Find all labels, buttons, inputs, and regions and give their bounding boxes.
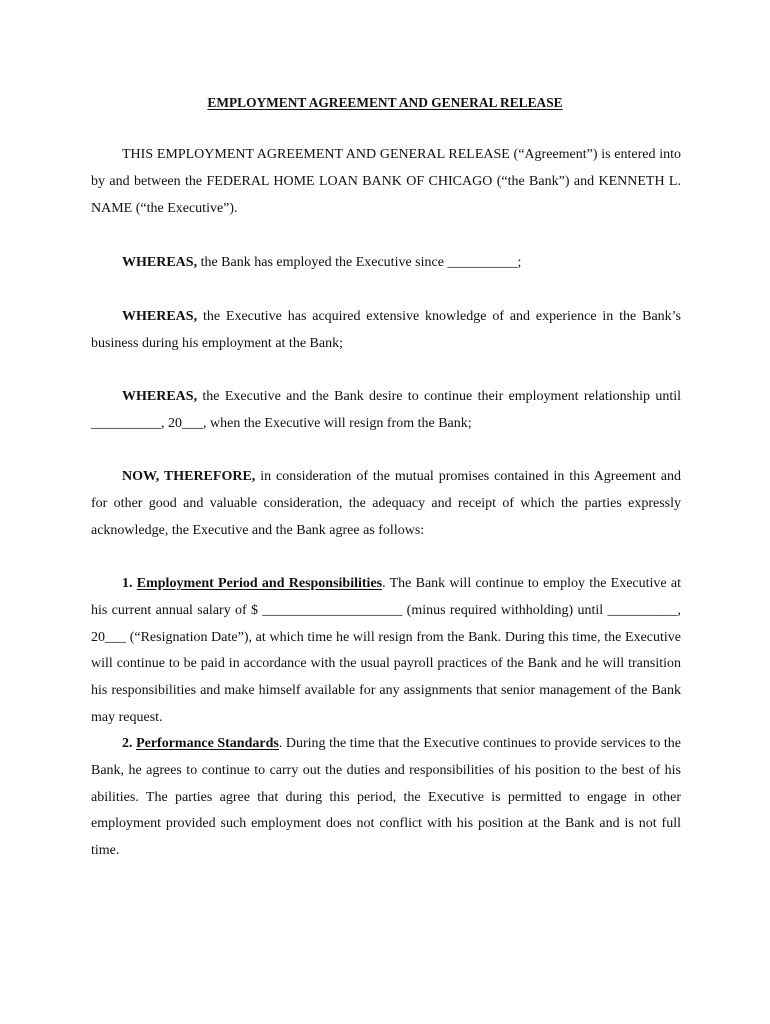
section-number: 2.: [122, 736, 137, 751]
whereas-text: the Executive has acquired extensive knowledge of and experience in the Bank’s business during his employment at the Bank;: [91, 309, 681, 351]
now-therefore-lead: NOW, THEREFORE,: [122, 469, 256, 484]
whereas-text: the Bank has employed the Executive since __________;: [197, 255, 522, 270]
section-number: 1.: [122, 576, 137, 591]
section-text: . During the time that the Executive continues to provide services to the Bank, he agrees to continue to carry out the duties and responsibilities of his position to the best of his abilities. The parties agree that during this period, the Executive is permitted to engage in other employment provided such employment does not conflict with his position at the Bank and is not full time.: [91, 736, 681, 859]
whereas-lead: WHEREAS,: [122, 309, 198, 324]
whereas-paragraph-3: [91, 384, 681, 438]
intro-paragraph: THIS EMPLOYMENT AGREEMENT AND GENERAL RELEASE (“Agreement”) is entered into by and between the FEDERAL HOME LOAN BANK OF CHICAGO (“the Bank”) and KENNETH L. NAME (“the Executive”).: [91, 147, 681, 216]
whereas-paragraph-2: [91, 304, 681, 358]
section-1-paragraph: [91, 571, 681, 732]
now-therefore-paragraph: [91, 464, 681, 544]
whereas-paragraph-1: [91, 250, 681, 277]
whereas-text: the Executive and the Bank desire to continue their employment relationship until __________, 20___, when the Executive will resign from the Bank;: [91, 389, 681, 431]
now-therefore-text: in consideration of the mutual promises contained in this Agreement and for other good and valuable consideration, the adequacy and receipt of which the parties expressly acknowledge, the Executive and the Bank agree as follows:: [91, 469, 681, 538]
document-title: EMPLOYMENT AGREEMENT AND GENERAL RELEASE: [207, 95, 563, 110]
whereas-lead: WHEREAS,: [122, 389, 198, 404]
whereas-lead: WHEREAS,: [122, 255, 198, 270]
section-heading: Performance Standards: [136, 736, 279, 751]
section-text: . The Bank will continue to employ the Executive at his current annual salary of $ ____________________ (minus required withholding) until __________, 20___ (“Resignation Date”), at which time he will resign from the Bank. During this time, the Executive will continue to be paid in accordance with the usual payroll practices of the Bank and he will transition his responsibilities and make himself available for any assignments that senior management of the Bank may request.: [91, 576, 681, 725]
section-heading: Employment Period and Responsibilities: [136, 576, 383, 591]
section-2-paragraph: [91, 731, 681, 865]
